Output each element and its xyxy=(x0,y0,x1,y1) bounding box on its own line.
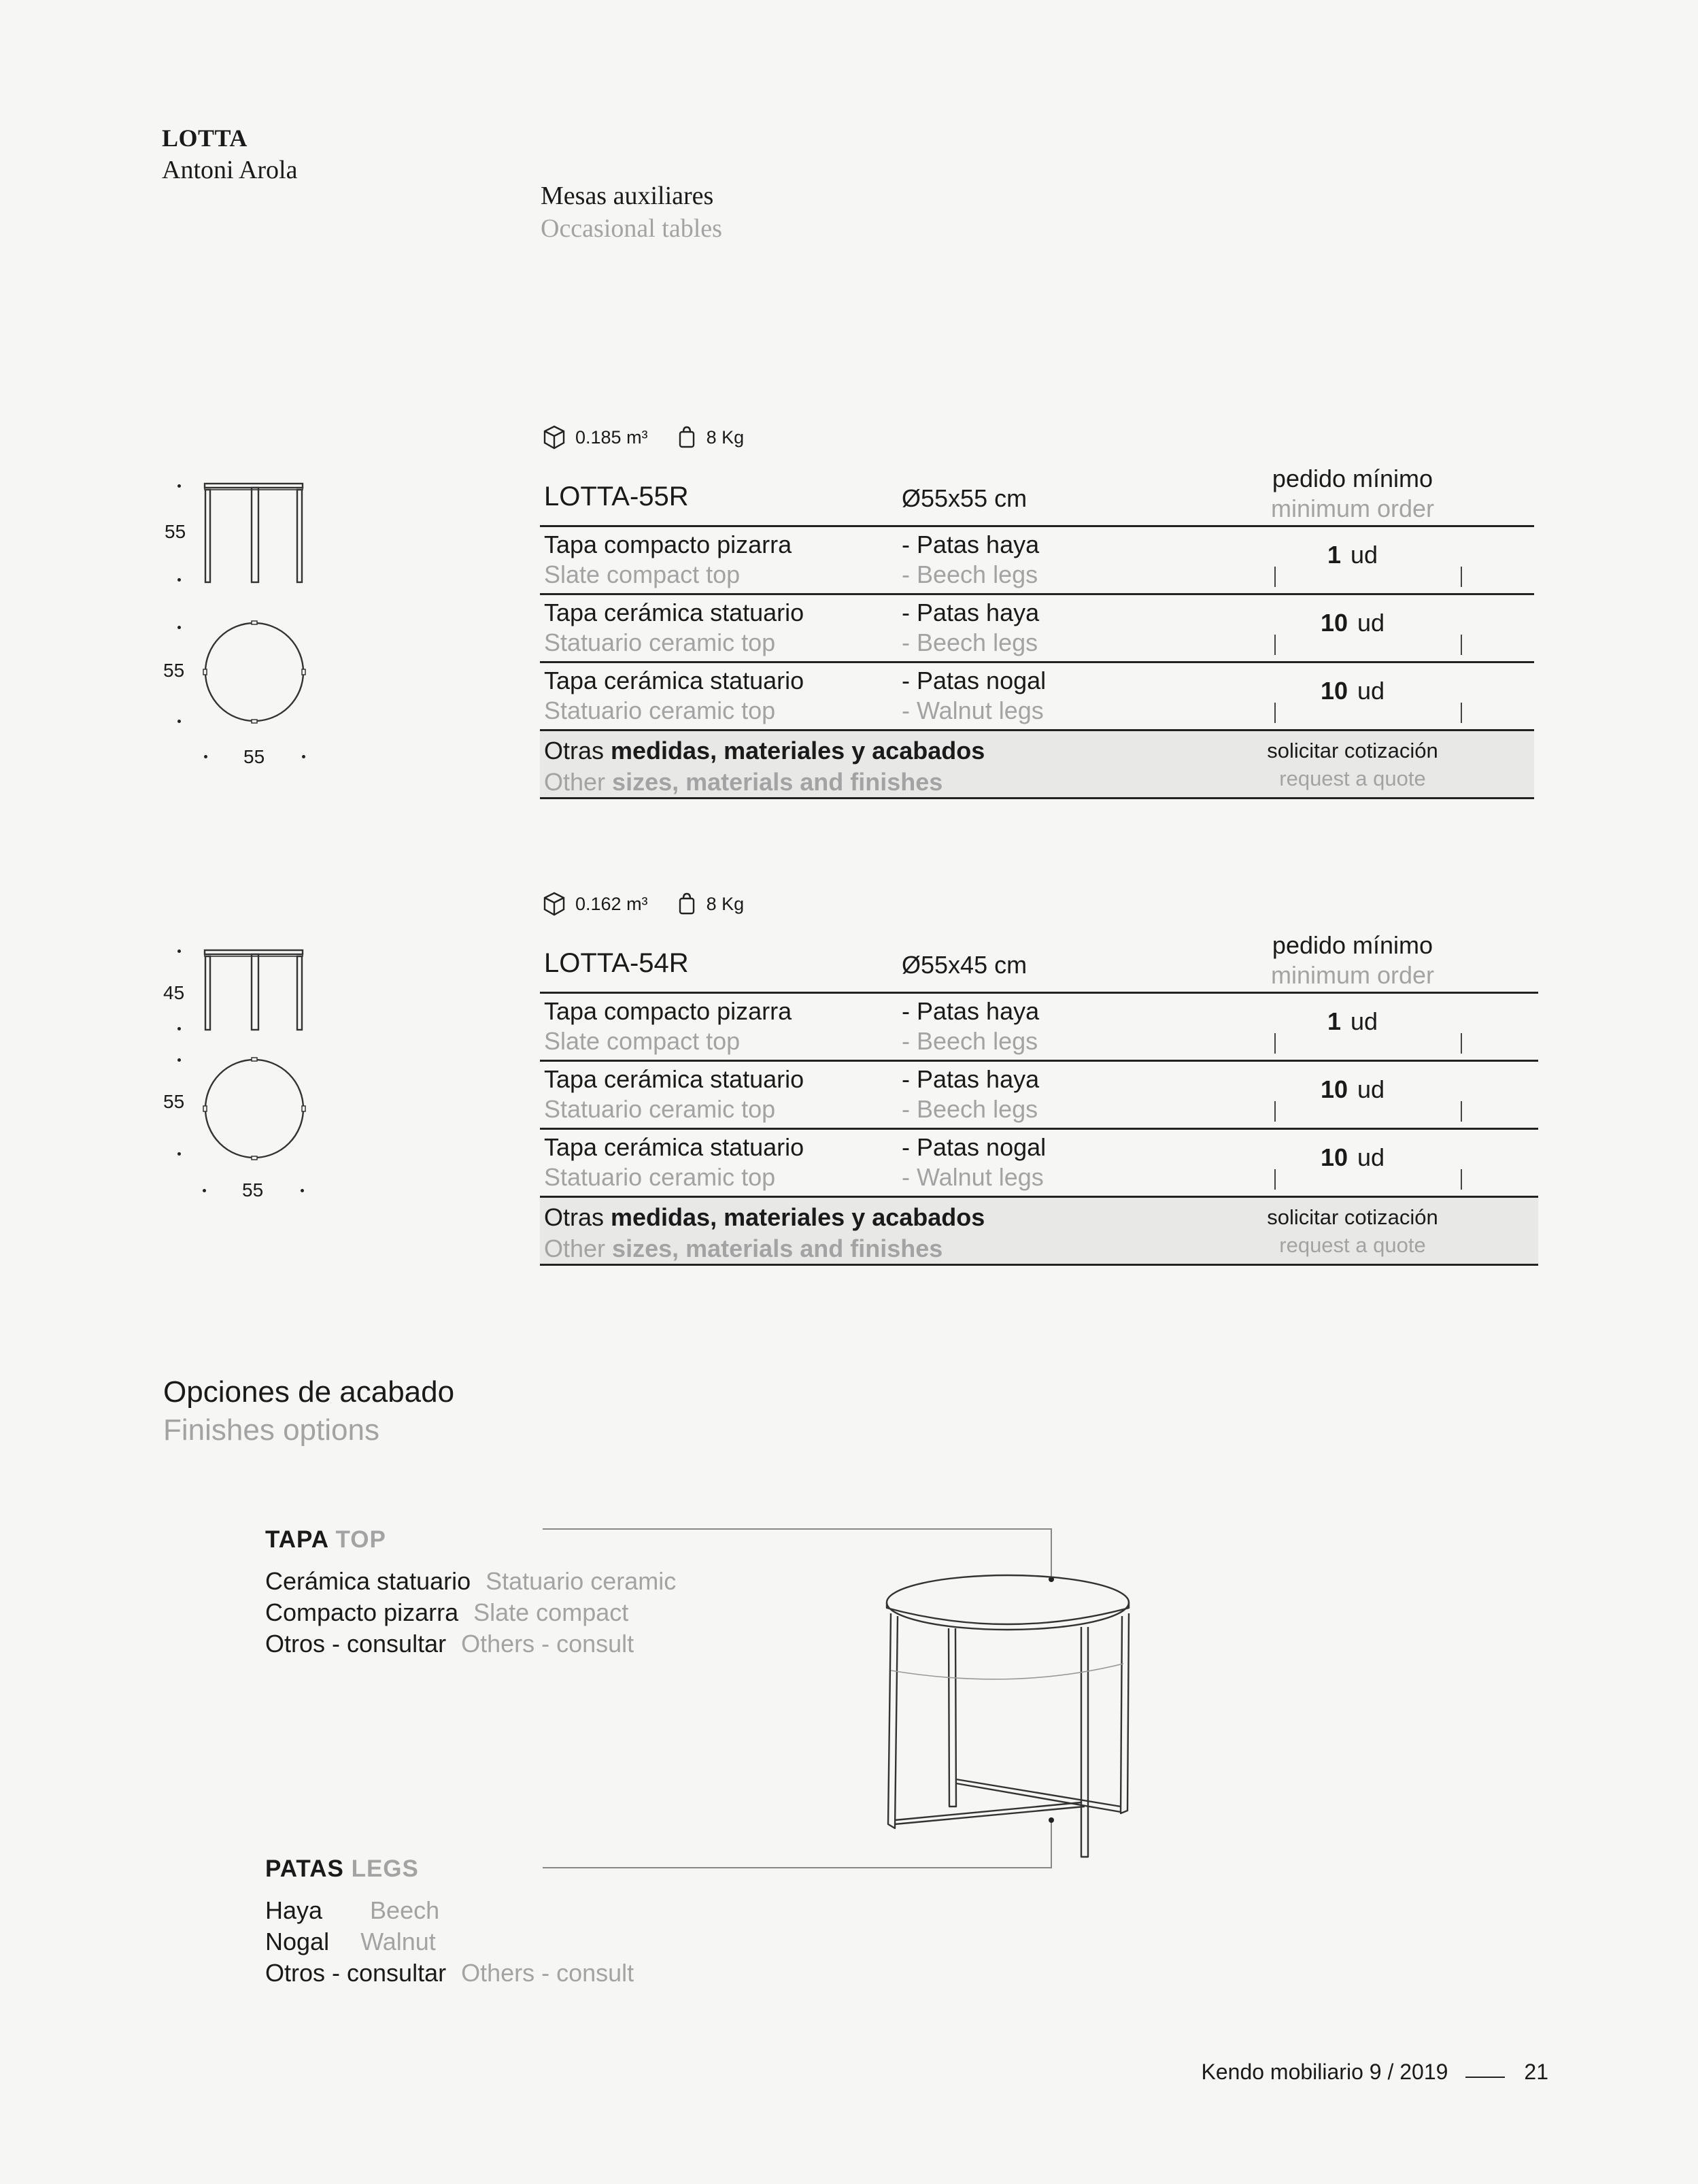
table-illustration xyxy=(537,1521,1231,1875)
dim-marker xyxy=(203,1189,206,1192)
top-en: Statuario ceramic top xyxy=(544,628,776,656)
category-es: Mesas auxiliares xyxy=(541,182,714,210)
weight-icon xyxy=(677,425,697,450)
side-elevation-drawing xyxy=(203,482,306,585)
legs-options-heading: PATAS LEGS xyxy=(265,1855,419,1882)
table-row xyxy=(540,992,1538,1060)
request-quote-link[interactable]: solicitar cotización request a quote xyxy=(1267,1205,1438,1257)
volume-value: 0.162 m³ xyxy=(575,893,648,914)
top-plan-drawing xyxy=(203,1057,306,1160)
top-en: Slate compact top xyxy=(544,1027,741,1055)
legs-en: - Beech legs xyxy=(902,1027,1038,1055)
table-header xyxy=(540,464,1534,525)
diameter-side-dimension: 55 xyxy=(163,1091,185,1112)
table-row xyxy=(540,1060,1538,1128)
specs-bar xyxy=(543,424,744,450)
min-order-es: pedido mínimo xyxy=(1272,931,1433,959)
legs-es: - Patas nogal xyxy=(902,1133,1047,1161)
page-footer xyxy=(1202,2060,1549,2085)
other-en: Other sizes, materials and finishes xyxy=(544,768,943,796)
product-table-55r xyxy=(540,464,1534,799)
min-order-en: minimum order xyxy=(1270,494,1435,522)
order-quantity: 1 ud xyxy=(1327,541,1378,569)
height-dimension: 55 xyxy=(165,521,186,542)
legs-en: - Beech legs xyxy=(902,560,1038,588)
finishes-title-es: Opciones de acabado xyxy=(163,1375,455,1409)
list-item: Otros - consultar Others - consult xyxy=(265,1630,634,1658)
other-en: Other sizes, materials and finishes xyxy=(544,1234,943,1262)
table-row xyxy=(540,661,1534,729)
diameter-side-dimension: 55 xyxy=(163,660,185,681)
custom-options-row xyxy=(540,1196,1538,1266)
table-row xyxy=(540,1128,1538,1196)
diameter-bottom-dimension: 55 xyxy=(242,1179,264,1200)
volume-value: 0.185 m³ xyxy=(575,426,648,448)
dim-marker xyxy=(301,1189,304,1192)
legs-options-list xyxy=(265,1895,634,1989)
top-es: Tapa cerámica statuario xyxy=(544,667,804,694)
dim-marker xyxy=(177,578,181,582)
top-en: Statuario ceramic top xyxy=(544,1163,776,1191)
page-number: 21 xyxy=(1524,2060,1548,2084)
legs-en: - Walnut legs xyxy=(902,1163,1044,1191)
order-quantity: 1 ud xyxy=(1327,1007,1378,1035)
dim-marker xyxy=(177,484,181,488)
dim-marker xyxy=(177,1152,181,1156)
min-order-en: minimum order xyxy=(1270,961,1435,989)
legs-en: - Beech legs xyxy=(902,1095,1038,1123)
dim-marker xyxy=(177,950,181,953)
finishes-title-en: Finishes options xyxy=(163,1413,379,1447)
specs-bar xyxy=(543,891,744,917)
legs-es: - Patas nogal xyxy=(902,667,1047,694)
legs-en: - Walnut legs xyxy=(902,696,1044,724)
top-es: Tapa cerámica statuario xyxy=(544,1133,804,1161)
other-es: Otras medidas, materiales y acabados xyxy=(544,1203,985,1231)
weight-value: 8 Kg xyxy=(706,893,745,914)
side-elevation-drawing xyxy=(203,948,306,1032)
dim-marker xyxy=(302,755,305,758)
table-header xyxy=(540,930,1538,992)
top-en: Statuario ceramic top xyxy=(544,696,776,724)
list-item: Nogal Walnut xyxy=(265,1928,436,1955)
box-volume-icon xyxy=(543,424,566,450)
product-table-54r xyxy=(540,930,1538,1266)
request-quote-link[interactable]: solicitar cotización request a quote xyxy=(1267,739,1438,790)
model-dimensions: Ø55x45 cm xyxy=(902,951,1028,979)
dim-marker xyxy=(177,1027,181,1030)
box-volume-icon xyxy=(543,891,566,917)
minimum-order-label xyxy=(1251,464,1455,524)
list-item: Cerámica statuario Statuario ceramic xyxy=(265,1567,677,1595)
diameter-bottom-dimension: 55 xyxy=(243,746,265,767)
top-options-heading: TAPA TOP xyxy=(265,1526,386,1553)
dim-marker xyxy=(177,626,181,629)
dim-marker xyxy=(204,755,207,758)
custom-options-row xyxy=(540,729,1534,799)
product-name: LOTTA xyxy=(162,124,248,152)
list-item: Haya Beech xyxy=(265,1896,440,1924)
legs-es: - Patas haya xyxy=(902,599,1040,626)
top-es: Tapa cerámica statuario xyxy=(544,599,804,626)
minimum-order-label xyxy=(1251,930,1455,990)
list-item: Otros - consultar Others - consult xyxy=(265,1959,634,1987)
top-es: Tapa compacto pizarra xyxy=(544,531,792,558)
publication-name: Kendo mobiliario 9 / 2019 xyxy=(1201,2060,1448,2084)
top-en: Statuario ceramic top xyxy=(544,1095,776,1123)
top-es: Tapa compacto pizarra xyxy=(544,997,792,1025)
legs-es: - Patas haya xyxy=(902,1065,1040,1093)
model-code: LOTTA-55R xyxy=(544,482,689,511)
height-dimension: 45 xyxy=(163,982,185,1003)
legs-en: - Beech legs xyxy=(902,628,1038,656)
order-quantity: 10 ud xyxy=(1320,1075,1385,1103)
model-code: LOTTA-54R xyxy=(544,948,689,978)
weight-value: 8 Kg xyxy=(706,426,745,448)
order-quantity: 10 ud xyxy=(1320,1143,1385,1171)
order-quantity: 10 ud xyxy=(1320,609,1385,637)
other-es: Otras medidas, materiales y acabados xyxy=(544,737,985,765)
top-plan-drawing xyxy=(203,620,306,724)
category-en: Occasional tables xyxy=(541,214,722,243)
table-row xyxy=(540,593,1534,661)
top-en: Slate compact top xyxy=(544,560,741,588)
list-item: Compacto pizarra Slate compact xyxy=(265,1598,629,1626)
order-quantity: 10 ud xyxy=(1320,677,1385,705)
dim-marker xyxy=(177,720,181,723)
weight-icon xyxy=(677,892,697,916)
table-row xyxy=(540,525,1534,593)
min-order-es: pedido mínimo xyxy=(1272,465,1433,492)
legs-es: - Patas haya xyxy=(902,997,1040,1025)
dim-marker xyxy=(177,1058,181,1062)
model-dimensions: Ø55x55 cm xyxy=(902,484,1028,512)
top-es: Tapa cerámica statuario xyxy=(544,1065,804,1093)
designer-name: Antoni Arola xyxy=(162,156,298,184)
legs-es: - Patas haya xyxy=(902,531,1040,558)
